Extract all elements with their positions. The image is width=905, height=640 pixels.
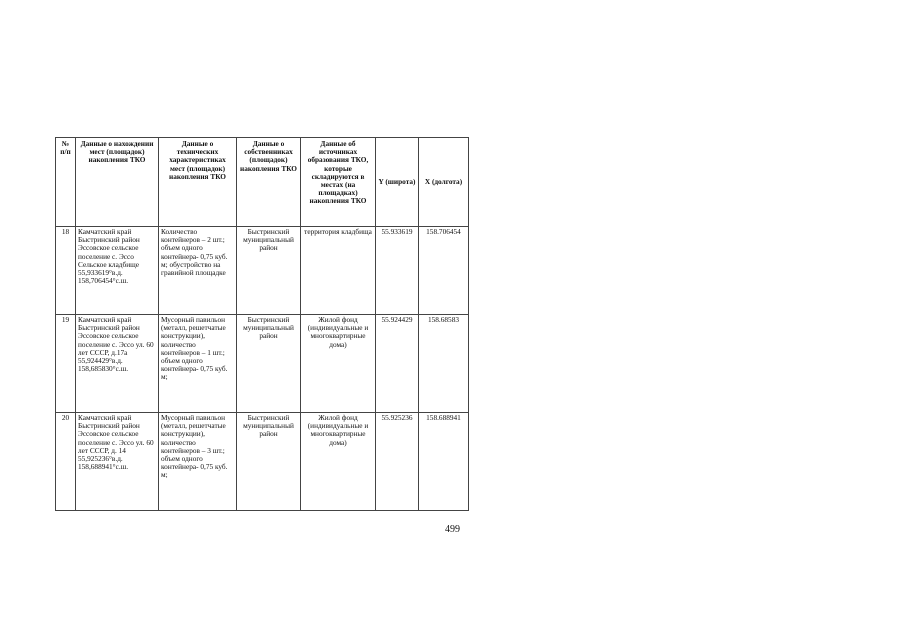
row-location: Камчатский край Быстринский район Эссовское сельское поселение с. Эссо Сельское кладбище 55,933619°в.д. 158,706454°с.ш. xyxy=(76,227,159,315)
row-tech: Мусорный павильон (металл, решетчатые конструкции), количество контейнеров – 1 шт.; объем одного контейнера- 0,75 куб. м; xyxy=(159,315,237,413)
row-longitude: 158.68583 xyxy=(419,315,469,413)
tko-sites-table xyxy=(55,137,469,511)
table-row xyxy=(56,413,469,511)
row-latitude: 55.924429 xyxy=(376,315,419,413)
row-number: 18 xyxy=(56,227,76,315)
header-owner: Данные о собственниках (площадок) накопления ТКО xyxy=(237,138,301,227)
row-number: 20 xyxy=(56,413,76,511)
header-latitude: Y (широта) xyxy=(376,138,419,227)
row-location: Камчатский край Быстринский район Эссовское сельское поселение с. Эссо ул. 60 лет СССР, д. 14 55,925236°в.д. 158,688941°с.ш. xyxy=(76,413,159,511)
row-owner: Быстринский муниципальный район xyxy=(237,227,301,315)
row-tech: Количество контейнеров – 2 шт.; объем одного контейнера- 0,75 куб. м; обустройство на гравийной площадке xyxy=(159,227,237,315)
row-latitude: 55.925236 xyxy=(376,413,419,511)
row-number: 19 xyxy=(56,315,76,413)
table-header-row xyxy=(56,138,469,227)
header-location: Данные о нахождении мест (площадок) накопления ТКО xyxy=(76,138,159,227)
row-source: территория кладбища xyxy=(301,227,376,315)
row-tech: Мусорный павильон (металл, решетчатые конструкции), количество контейнеров – 3 шт.; объем одного контейнера- 0,75 куб. м; xyxy=(159,413,237,511)
row-source: Жилой фонд (индивидуальные и многоквартирные дома) xyxy=(301,315,376,413)
row-longitude: 158.688941 xyxy=(419,413,469,511)
page-number: 499 xyxy=(445,524,460,535)
header-number: № п/п xyxy=(56,138,76,227)
row-location: Камчатский край Быстринский район Эссовское сельское поселение с. Эссо ул. 60 лет СССР, д.17а 55,924429°в.д. 158,685830°с.ш. xyxy=(76,315,159,413)
header-source: Данные об источниках образования ТКО, которые складируются в местах (на площадках) накопления ТКО xyxy=(301,138,376,227)
table-row xyxy=(56,227,469,315)
table-row xyxy=(56,315,469,413)
row-latitude: 55.933619 xyxy=(376,227,419,315)
row-source: Жилой фонд (индивидуальные и многоквартирные дома) xyxy=(301,413,376,511)
header-longitude: X (долгота) xyxy=(419,138,469,227)
header-tech: Данные о технических характеристиках мест (площадок) накопления ТКО xyxy=(159,138,237,227)
row-owner: Быстринский муниципальный район xyxy=(237,315,301,413)
row-owner: Быстринский муниципальный район xyxy=(237,413,301,511)
row-longitude: 158.706454 xyxy=(419,227,469,315)
